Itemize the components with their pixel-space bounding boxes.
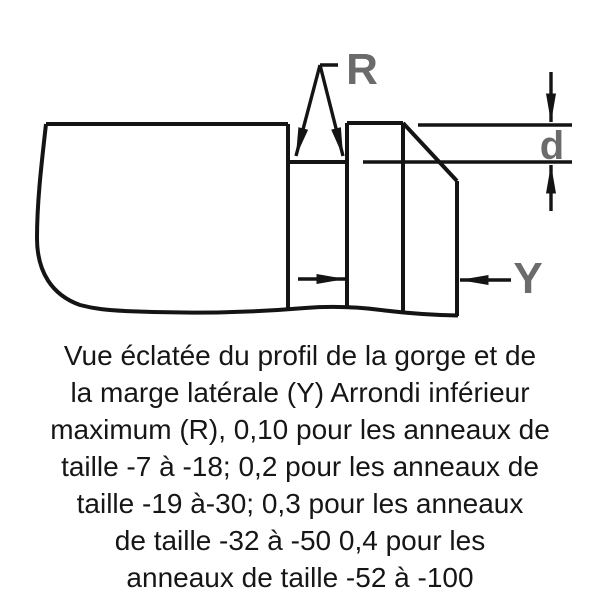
caption-line: anneaux de taille -52 à -100 [126, 562, 474, 593]
caption-line: la marge latérale (Y) Arrondi inférieur [70, 377, 530, 408]
groove-depth-label: d [539, 124, 565, 168]
shaft-left-and-bottom-outline [37, 124, 458, 316]
radius-label: R [346, 45, 378, 94]
caption-line: de taille -32 à -50 0,4 pour les [114, 525, 486, 556]
chamfer-edge [403, 123, 457, 181]
r-leader-left-arrow [296, 65, 320, 156]
part-outlines [37, 123, 458, 316]
caption-line: taille -19 à-30; 0,3 pour les anneaux [76, 488, 524, 519]
r-leader-right-arrow [320, 65, 343, 156]
caption-line: taille -7 à -18; 0,2 pour les anneaux de [61, 451, 539, 482]
caption-line: maximum (R), 0,10 pour les anneaux de [50, 414, 550, 445]
caption [0, 337, 600, 596]
dimension-lines [296, 65, 572, 280]
caption-line: Vue éclatée du profil de la gorge et de [63, 340, 537, 371]
side-margin-label: Y [513, 254, 543, 303]
